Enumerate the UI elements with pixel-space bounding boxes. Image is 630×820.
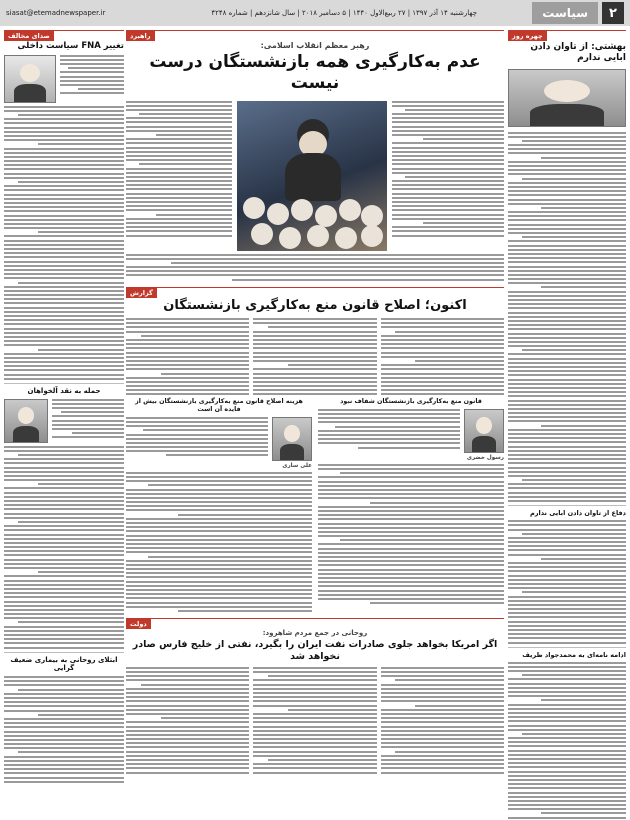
center-column [126,30,504,776]
right-subhead-2: ادامه نامه‌ای به محمدجواد ظریف [522,650,626,659]
left-divider-1 [4,383,124,384]
center-bottom-headline: اگر امریکا بخواهد جلوی صادرات نفت ایران را بگیرد، نفتی از خلیج فارس صادر نخواهد شد [132,639,498,663]
left-headline: تغییر FNA سیاست داخلی [17,41,124,51]
center-sub-left-portrait [464,409,504,453]
center-top-text-bottom [126,254,504,283]
right-body-text-1 [508,132,626,503]
site-email[interactable]: siasat@etemadnewspaper.ir [6,9,106,17]
page-number: ۲ [602,2,624,24]
left-divider-2 [4,652,124,653]
center-bottom-kicker: دولت [126,619,151,629]
right-kicker-bar [508,30,626,38]
center-top-headline: عدم به‌کارگیری همه بازنشستگان درست نیست [149,52,481,94]
center-bottom-columns [126,667,504,776]
left-column [4,30,124,785]
left-subhead-2: ابتلای روحانی به بیماری ضعیف‌ گرایی [10,655,118,673]
center-top-photo [237,101,387,251]
right-column [508,30,626,820]
issue-date: چهارشنبه ۱۴ آذر ۱۳۹۷ | ۲۷ ربیع‌الاول ۱۴۴۰ | ۵ دسامبر ۲۰۱۸ | سال شانزدهم | شماره ۴۲۴۸ [211,9,477,17]
left-subhead-1: حمله به نقد آلخواهان [27,386,101,395]
center-sub-right-title: هزینه اصلاح قانون منع به‌کارگیری بازنشستگان بیش از فایده آن است [135,398,303,413]
left-body-text-intro [60,55,124,103]
center-top-kicker: راهبرد [126,31,155,41]
center-middle-columns [126,318,504,394]
center-sub-left [318,398,504,614]
center-top-text-left [126,101,232,251]
center-bottom-kicker-bar [126,618,504,629]
left-kicker: صدای مخالف [4,31,54,41]
right-divider-1 [508,505,626,506]
center-middle-kicker: گزارش [126,288,157,298]
left-body-text-2a [52,399,124,443]
center-sub-left-title: قانون منع به‌کارگیری بازنشستگان شفاف نبود [340,398,482,406]
right-headline: بهشتی: از تاوان دادن ابایی ندارم [530,42,626,64]
center-sub-left-name: رسول خضری [466,454,504,461]
left-body-text-2 [4,446,124,649]
right-divider-2 [508,647,626,648]
center-sub-right-name: علی ساری [282,462,312,469]
right-kicker: چهره روز [508,31,547,41]
center-sub-right-portrait [272,417,312,461]
center-middle-headline: اکنون؛ اصلاح قانون منع به‌کارگیری بازنشستگان [163,297,467,313]
masthead [0,0,630,26]
center-top-text-right [392,101,504,251]
right-portrait-photo [508,69,626,127]
left-body-text-1 [4,106,124,380]
center-sub-right [126,398,312,614]
center-middle-kicker-bar [126,287,504,295]
right-body-text-3 [508,662,626,819]
center-top-overline: رهبر معظم انقلاب اسلامی: [260,41,370,50]
left-body-text-3 [4,676,124,783]
section-title: سیاست [532,2,598,24]
center-top-kicker-bar [126,30,504,38]
left-newspaper-thumbnail [4,55,56,103]
left-portrait-photo [4,399,48,443]
left-kicker-bar [4,30,124,38]
right-subhead-1: دفاع از تاوان دادن ابایی ندارم [530,509,626,517]
right-body-text-2 [508,520,626,643]
center-bottom-overline: روحانی در جمع مردم شاهرود: [262,629,368,638]
